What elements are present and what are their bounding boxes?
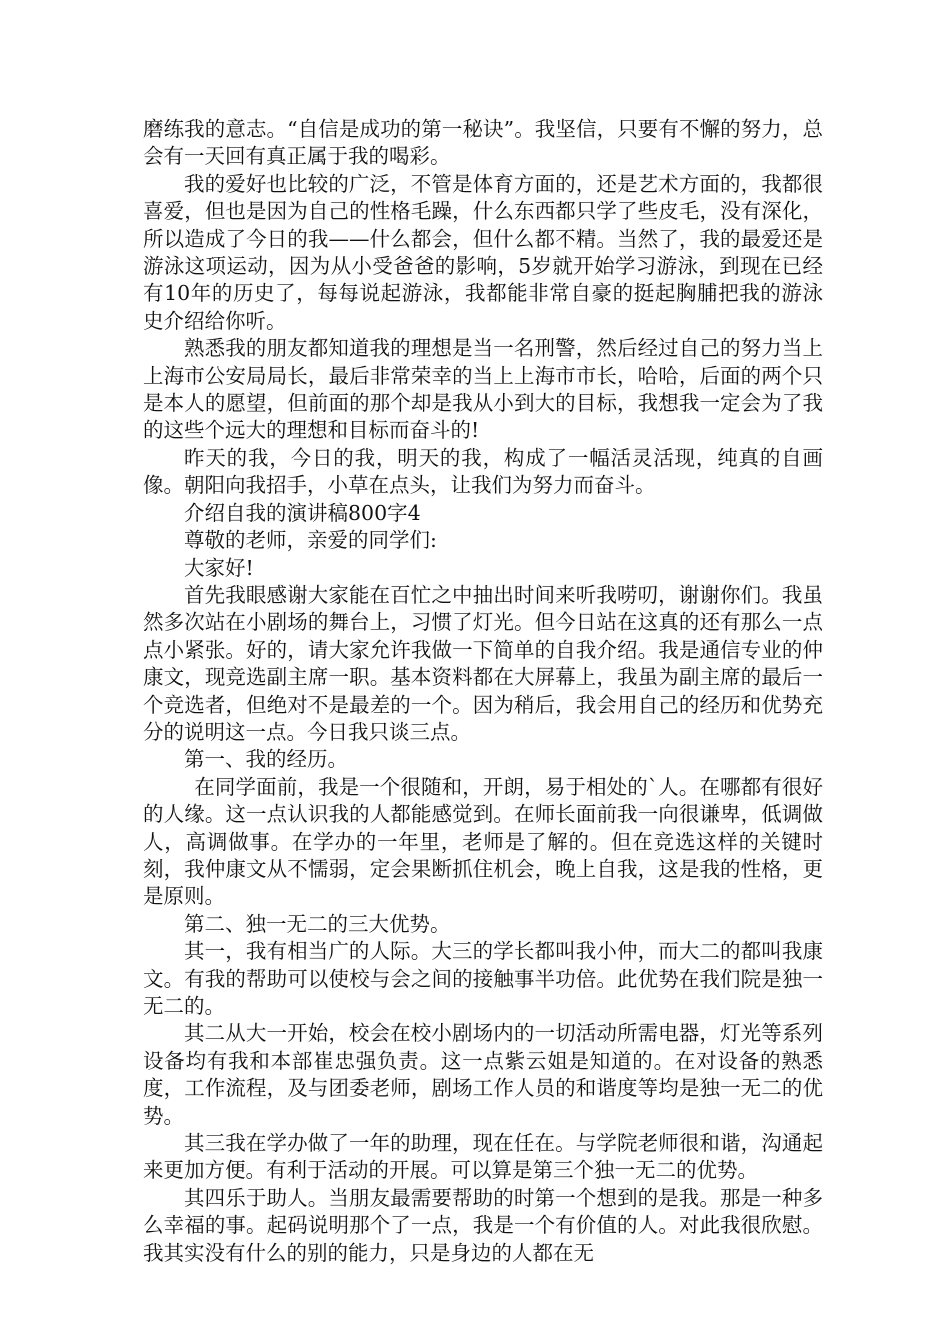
paragraph: 熟悉我的朋友都知道我的理想是当一名刑警，然后经过自己的努力当上上海市公安局局长，最后非常荣幸的当上上海市市长，哈哈，后面的两个只是本人的愿望，但前面的那个却是我从小到大的目标，我想我一定会为了我的这些个远大的理想和目标而奋斗的! bbox=[143, 336, 823, 443]
paragraph: 其一，我有相当广的人际。大三的学长都叫我小仲，而大二的都叫我康文。有我的帮助可以使校与会之间的接触事半功倍。此优势在我们院是独一无二的。 bbox=[143, 939, 823, 1018]
paragraph: 其三我在学办做了一年的助理，现在任在。与学院老师很和谐，沟通起来更加方便。有利于活动的开展。可以算是第三个独一无二的优势。 bbox=[143, 1131, 823, 1183]
section-heading: 介绍自我的演讲稿800字4 bbox=[184, 500, 421, 525]
paragraph: 首先我眼感谢大家能在百忙之中抽出时间来听我唠叨，谢谢你们。我虽然多次站在小剧场的舞台上，习惯了灯光。但今日站在这真的还有那么一点点小紧张。好的，请大家允许我做一下简单的自我介绍。我是通信专业的仲康文，现竞选副主席一职。基本资料都在大屏幕上，我虽为副主席的最后一个竞选者，但绝对不是最差的一个。因为稍后，我会用自己的经历和优势充分的说明这一点。今日我只谈三点。 bbox=[143, 582, 823, 744]
greeting: 大家好! bbox=[184, 555, 254, 580]
salutation: 尊敬的老师，亲爱的同学们: bbox=[184, 528, 437, 553]
paragraph: 我的爱好也比较的广泛，不管是体育方面的，还是艺术方面的，我都很喜爱，但也是因为自己的性格毛躁，什么东西都只学了些皮毛，没有深化，所以造成了今日的我——什么都会，但什么都不精。当然了，我的最爱还是游泳这项运动，因为从小受爸爸的影响，5岁就开始学习游泳，到现在已经有10年的历史了，每每说起游泳，我都能非常自豪的挺起胸脯把我的游泳史介绍给你听。 bbox=[143, 171, 823, 333]
paragraph: 昨天的我，今日的我，明天的我，构成了一幅活灵活现，纯真的自画像。朝阳向我招手，小草在点头，让我们为努力而奋斗。 bbox=[143, 445, 823, 498]
point-heading: 第一、我的经历。 bbox=[184, 747, 348, 772]
paragraph: 其四乐于助人。当朋友最需要帮助的时第一个想到的是我。那是一种多么幸福的事。起码说明那个了一点，我是一个有价值的人。对此我很欣慰。我其实没有什么的别的能力，只是身边的人都在无 bbox=[143, 1185, 823, 1265]
document-body bbox=[143, 116, 823, 1267]
point-heading: 第二、独一无二的三大优势。 bbox=[184, 911, 451, 936]
paragraph: 在同学面前，我是一个很随和，开朗，易于相处的`人。在哪都有很好的人缘。这一点认识我的人都能感觉到。在师长面前我一向很谦卑，低调做人，高调做事。在学办的一年里，老师是了解的。但在竞选这样的关键时刻，我仲康文从不懦弱，定会果断抓住机会，晚上自我，这是我的性格，更是原则。 bbox=[143, 774, 823, 909]
paragraph: 其二从大一开始，校会在校小剧场内的一切活动所需电器，灯光等系列设备均有我和本部崔忠强负责。这一点紫云姐是知道的。在对设备的熟悉度，工作流程，及与团委老师，剧场工作人员的和谐度等均是独一无二的优势。 bbox=[143, 1021, 823, 1128]
paragraph: 磨练我的意志。“自信是成功的第一秘诀”。我坚信，只要有不懈的努力，总会有一天回有真正属于我的喝彩。 bbox=[143, 117, 823, 169]
